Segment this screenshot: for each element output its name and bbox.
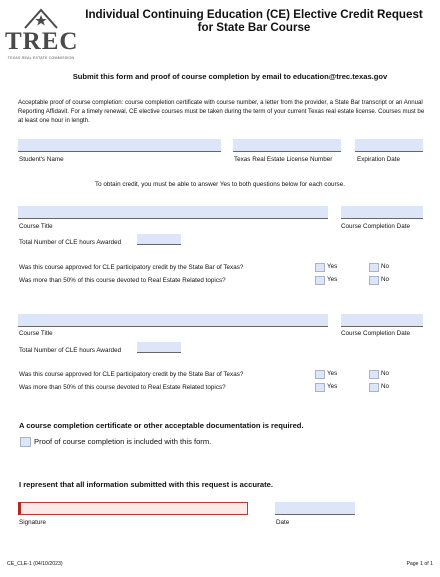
form-id: CE_CLE-1 (04/10/2023)	[7, 561, 63, 567]
course-2-q2-no-checkbox[interactable]	[369, 383, 379, 392]
course-1-question-2: Was more than 50% of this course devoted to Real Estate Related topics?	[19, 277, 226, 284]
date-field[interactable]	[275, 502, 355, 515]
credit-requirement-note: To obtain credit, you must be able to answer Yes to both questions below for each course.	[95, 181, 345, 188]
course-2-completion-date-field[interactable]	[341, 314, 423, 327]
course-1-q2-no-label: No	[381, 276, 390, 283]
title-line-2: for State Bar Course	[197, 21, 311, 34]
logo-subtitle: TEXAS REAL ESTATE COMMISSION	[7, 56, 75, 60]
course-2-completion-label: Course Completion Date	[341, 330, 410, 337]
course-1-title-label: Course Title	[19, 223, 53, 230]
course-2-title-label: Course Title	[19, 330, 53, 337]
course-2-hours-field[interactable]	[137, 342, 181, 353]
course-2-q2-no-label: No	[381, 383, 390, 390]
student-name-field[interactable]	[18, 139, 221, 152]
course-2-q2-yes-checkbox[interactable]	[315, 383, 325, 392]
course-2-title-field[interactable]	[18, 314, 328, 327]
proof-included-label: Proof of course completion is included with this form.	[34, 437, 212, 446]
date-label: Date	[276, 519, 290, 526]
course-1-title-field[interactable]	[18, 206, 328, 219]
attestation-heading: I represent that all information submitted with this request is accurate.	[19, 480, 274, 489]
page-number: Page 1 of 1	[406, 561, 433, 567]
license-number-field[interactable]	[233, 139, 341, 152]
student-name-label: Student's Name	[19, 156, 64, 163]
course-2-question-2: Was more than 50% of this course devoted to Real Estate Related topics?	[19, 384, 226, 391]
course-2-q1-no-label: No	[381, 370, 390, 377]
course-1-q1-yes-label: Yes	[327, 263, 338, 270]
course-1-q1-yes-checkbox[interactable]	[315, 263, 325, 272]
course-1-hours-label: Total Number of CLE hours Awarded	[19, 239, 122, 246]
course-2-q1-yes-checkbox[interactable]	[315, 370, 325, 379]
course-2-q1-no-checkbox[interactable]	[369, 370, 379, 379]
course-2-question-1: Was this course approved for CLE participatory credit by the State Bar of Texas?	[19, 371, 244, 378]
signature-field[interactable]	[18, 502, 248, 515]
proof-included-checkbox[interactable]	[20, 437, 31, 447]
license-number-label: Texas Real Estate License Number	[234, 156, 333, 163]
form-title	[84, 8, 424, 34]
proof-instructions: Acceptable proof of course completion: course completion certificate with course number, a letter from the provider, a State Bar transcript or an Annual Reporting Affidavit. For a timely renewal, CE elective courses must be taken during the term of your current Texas real estate license. Courses must be at least one hour in length.	[18, 99, 425, 124]
certificate-requirement-heading: A course completion certificate or other acceptable documentation is required.	[19, 421, 304, 430]
course-2-hours-label: Total Number of CLE hours Awarded	[19, 347, 122, 354]
signature-label: Signature	[19, 519, 46, 526]
course-2-q2-yes-label: Yes	[327, 383, 338, 390]
course-2-q1-yes-label: Yes	[327, 370, 338, 377]
course-1-q1-no-label: No	[381, 263, 390, 270]
submit-instructions: Submit this form and proof of course completion by email to education@trec.texas.gov	[72, 72, 388, 81]
course-1-hours-field[interactable]	[137, 234, 181, 245]
course-1-completion-label: Course Completion Date	[341, 223, 410, 230]
logo-wordmark: TREC	[5, 28, 79, 55]
expiration-date-label: Expiration Date	[357, 156, 401, 163]
course-1-completion-date-field[interactable]	[341, 206, 423, 219]
expiration-date-field[interactable]	[355, 139, 423, 152]
course-1-q1-no-checkbox[interactable]	[369, 263, 379, 272]
course-1-q2-yes-checkbox[interactable]	[315, 276, 325, 285]
course-1-question-1: Was this course approved for CLE participatory credit by the State Bar of Texas?	[19, 264, 244, 271]
trec-logo	[5, 6, 77, 62]
course-1-q2-yes-label: Yes	[327, 276, 338, 283]
course-1-q2-no-checkbox[interactable]	[369, 276, 379, 285]
title-line-1: Individual Continuing Education (CE) Elective Credit Request	[85, 8, 423, 21]
